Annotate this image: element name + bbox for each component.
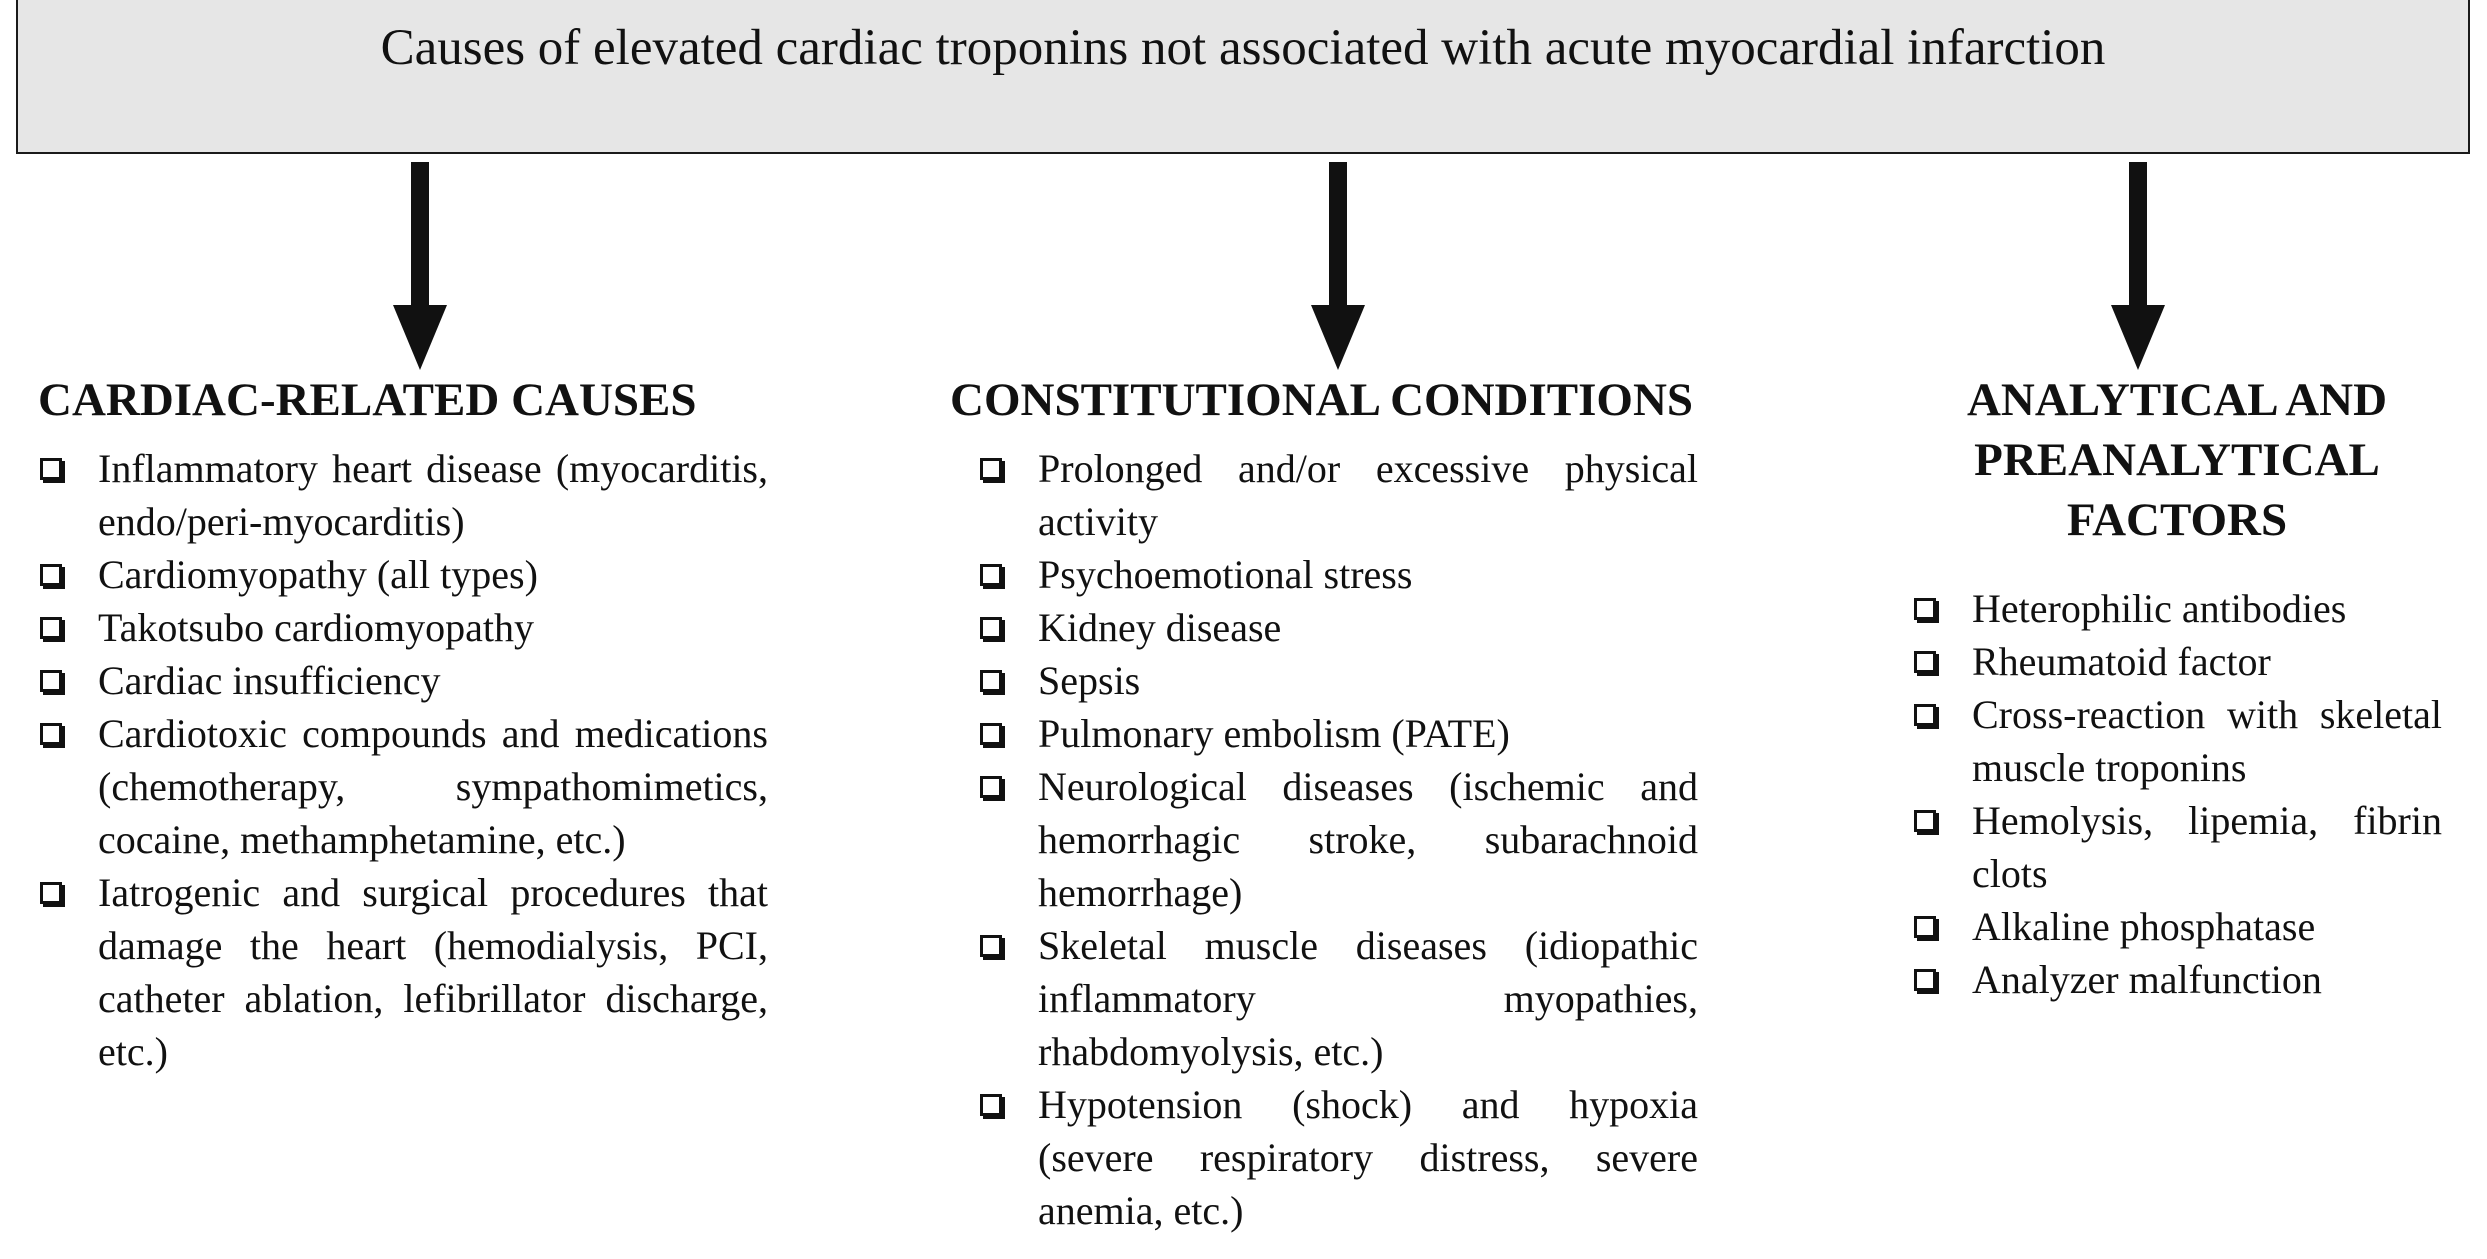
- list-item-text: Prolonged and/or excessive physical activity: [1038, 446, 1698, 544]
- checkbox-icon: [40, 564, 62, 586]
- list-item: [38, 707, 768, 866]
- down-arrow-icon: [2108, 162, 2168, 372]
- list-item: [38, 548, 768, 601]
- list-item-text: Skeletal muscle diseases (idiopathic inflammatory myopathies, rhabdomyolysis, etc.): [1038, 923, 1698, 1074]
- cause-list: [38, 442, 768, 1078]
- checkbox-icon: [980, 1094, 1002, 1116]
- checkbox-icon: [980, 670, 1002, 692]
- list-item: [38, 654, 768, 707]
- title-box: [16, 0, 2470, 154]
- list-item: [1912, 635, 2442, 688]
- checkbox-icon: [980, 458, 1002, 480]
- list-item-text: Inflammatory heart disease (myocarditis, endo/peri-myocarditis): [98, 446, 768, 544]
- list-item: [978, 601, 1698, 654]
- list-item: [1912, 688, 2442, 794]
- list-item: [38, 866, 768, 1078]
- list-item: [978, 442, 1698, 548]
- list-item: [1912, 582, 2442, 635]
- checkbox-icon: [980, 617, 1002, 639]
- list-item-text: Cardiac insufficiency: [98, 658, 441, 703]
- list-item: [978, 760, 1698, 919]
- list-item-text: Neurological diseases (ischemic and hemorrhagic stroke, subarachnoid hemorrhage): [1038, 764, 1698, 915]
- list-item-text: Rheumatoid factor: [1972, 639, 2271, 684]
- constitutional-conditions-column: [950, 370, 1698, 1237]
- list-item: [978, 707, 1698, 760]
- list-item-text: Hemolysis, lipemia, fibrin clots: [1972, 798, 2442, 896]
- checkbox-icon: [980, 564, 1002, 586]
- list-item-text: Pulmonary embolism (PATE): [1038, 711, 1510, 756]
- list-item-text: Cardiotoxic compounds and medications (chemotherapy, sympathomimetics, cocaine, methamphetamine, etc.): [98, 711, 768, 862]
- cardiac-causes-column: [38, 370, 768, 1078]
- checkbox-icon: [40, 723, 62, 745]
- list-item-text: Hypotension (shock) and hypoxia (severe respiratory distress, severe anemia, etc.): [1038, 1082, 1698, 1233]
- list-item: [1912, 953, 2442, 1006]
- list-item-text: Sepsis: [1038, 658, 1141, 703]
- checkbox-icon: [40, 617, 62, 639]
- column-heading: ANALYTICAL AND PREANALYTICAL FACTORS: [1966, 374, 2388, 546]
- cause-list: [1912, 582, 2442, 1006]
- list-item-text: Iatrogenic and surgical procedures that damage the heart (hemodialysis, PCI, catheter ablation, lefibrillator discharge, etc.): [98, 870, 768, 1074]
- list-item: [38, 442, 768, 548]
- down-arrow-icon: [1308, 162, 1368, 372]
- list-item-text: Takotsubo cardiomyopathy: [98, 605, 534, 650]
- checkbox-icon: [1914, 598, 1936, 620]
- checkbox-icon: [1914, 969, 1936, 991]
- list-item-text: Analyzer malfunction: [1972, 957, 2322, 1002]
- checkbox-icon: [980, 723, 1002, 745]
- list-item-text: Cardiomyopathy (all types): [98, 552, 538, 597]
- list-item-text: Cross-reaction with skeletal muscle troponins: [1972, 692, 2442, 790]
- column-heading: CARDIAC-RELATED CAUSES: [38, 374, 697, 426]
- checkbox-icon: [1914, 810, 1936, 832]
- checkbox-icon: [40, 882, 62, 904]
- checkbox-icon: [980, 935, 1002, 957]
- list-item-text: Psychoemotional stress: [1038, 552, 1413, 597]
- checkbox-icon: [980, 776, 1002, 798]
- list-item: [978, 1078, 1698, 1237]
- diagram-title: Causes of elevated cardiac troponins not associated with acute myocardial infarction: [380, 20, 2106, 76]
- list-item: [38, 601, 768, 654]
- list-item-text: Kidney disease: [1038, 605, 1282, 650]
- cause-list: [978, 442, 1698, 1237]
- list-item: [978, 919, 1698, 1078]
- analytical-factors-column: [1912, 370, 2442, 1006]
- list-item: [1912, 794, 2442, 900]
- list-item: [978, 548, 1698, 601]
- checkbox-icon: [1914, 651, 1936, 673]
- column-heading: CONSTITUTIONAL CONDITIONS: [950, 374, 1694, 426]
- list-item: [1912, 900, 2442, 953]
- list-item: [978, 654, 1698, 707]
- down-arrow-icon: [390, 162, 450, 372]
- checkbox-icon: [40, 670, 62, 692]
- checkbox-icon: [1914, 916, 1936, 938]
- checkbox-icon: [40, 458, 62, 480]
- list-item-text: Alkaline phosphatase: [1972, 904, 2316, 949]
- checkbox-icon: [1914, 704, 1936, 726]
- list-item-text: Heterophilic antibodies: [1972, 586, 2347, 631]
